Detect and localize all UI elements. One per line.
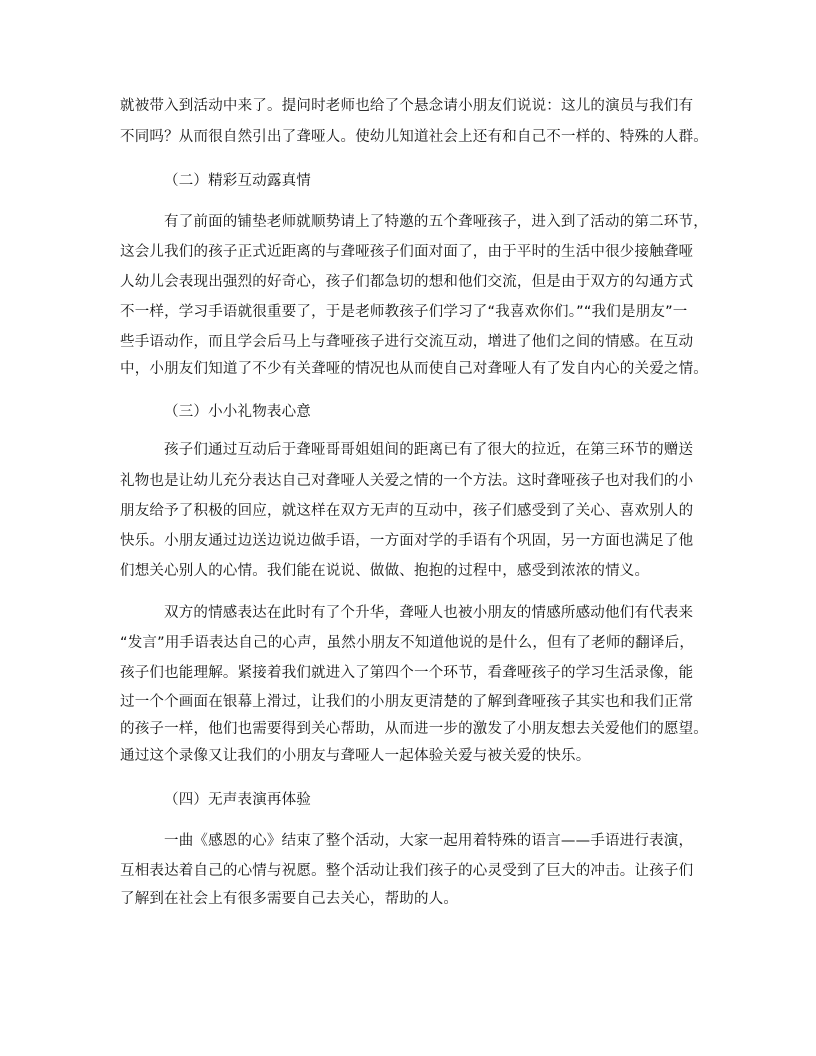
paragraph-line: 朋友给予了积极的回应，就这样在双方无声的互动中，孩子们感受到了关心、喜欢别人的 — [120, 503, 694, 519]
paragraph-line: 们想关心别人的心情。我们能在说说、做做、抱抱的过程中，感受到浓浓的情义。 — [120, 563, 650, 579]
paragraph-line: 这会儿我们的孩子正式近距离的与聋哑孩子们面对面了，由于平时的生活中很少接触聋哑 — [120, 244, 694, 260]
paragraph-line: 些手语动作，而且学会后马上与聋哑孩子进行交流互动，增进了他们之间的情感。在互动 — [120, 334, 694, 350]
paragraph-line: 孩子们通过互动后于聋哑哥哥姐姐间的距离已有了很大的拉近，在第三环节的赠送 — [164, 442, 694, 458]
paragraph-line: 有了前面的铺垫老师就顺势请上了特邀的五个聋哑孩子，进入到了活动的第二环节， — [164, 214, 708, 230]
paragraph-line: 人幼儿会表现出强烈的好奇心，孩子们都急切的想和他们交流，但是由于双方的勾通方式 — [120, 274, 694, 290]
paragraph-line: 双方的情感表达在此时有了个升华，聋哑人也被小朋友的情感所感动他们有代表来 — [164, 605, 694, 621]
paragraph-line: 通过这个录像又让我们的小朋友与聋哑人一起体验关爱与被关爱的快乐。 — [120, 748, 591, 764]
paragraph-line: 不同吗？从而很自然引出了聋哑人。使幼儿知道社会上还有和自己不一样的、特殊的人群。 — [120, 129, 708, 145]
paragraph-line: 就被带入到活动中来了。提问时老师也给了个悬念请小朋友们说说：这儿的演员与我们有 — [120, 98, 694, 114]
paragraph-line: 礼物也是让幼儿充分表达自己对聋哑人关爱之情的一个方法。这时聋哑孩子也对我们的小 — [120, 473, 694, 489]
section-heading: （二）精彩互动露真情 — [164, 173, 311, 189]
section-heading: （四）无声表演再体验 — [164, 792, 311, 808]
paragraph-line: 互相表达着自己的心情与祝愿。整个活动让我们孩子的心灵受到了巨大的冲击。让孩子们 — [120, 863, 694, 879]
paragraph-line: 一曲《感恩的心》结束了整个活动，大家一起用着特殊的语言——手语进行表演， — [164, 833, 694, 849]
paragraph-line: 中，小朋友们知道了不少有关聋哑的情况也从而使自己对聋哑人有了发自内心的关爱之情。 — [120, 361, 708, 377]
paragraph-line: 过一个个画面在银幕上滑过，让我们的小朋友更清楚的了解到聋哑孩子其实也和我们正常 — [120, 694, 694, 710]
paragraph-line: “发言”用手语表达自己的心声，虽然小朋友不知道他说的是什么，但有了老师的翻译后， — [120, 635, 695, 651]
section-heading: （三）小小礼物表心意 — [164, 404, 311, 420]
paragraph-line: 的孩子一样，他们也需要得到关心帮助，从而进一步的激发了小朋友想去关爱他们的愿望。 — [120, 721, 708, 737]
paragraph-line: 了解到在社会上有很多需要自己去关心，帮助的人。 — [120, 891, 459, 907]
paragraph-line: 不一样，学习手语就很重要了，于是老师教孩子们学习了“我喜欢你们。”“我们是朋友”一 — [120, 304, 688, 320]
paragraph-line: 快乐。小朋友通过边送边说边做手语，一方面对学的手语有个巩固，另一方面也满足了他 — [120, 533, 694, 549]
paragraph-line: 孩子们也能理解。紧接着我们就进入了第四个一个环节，看聋哑孩子的学习生活录像，能 — [120, 665, 694, 681]
